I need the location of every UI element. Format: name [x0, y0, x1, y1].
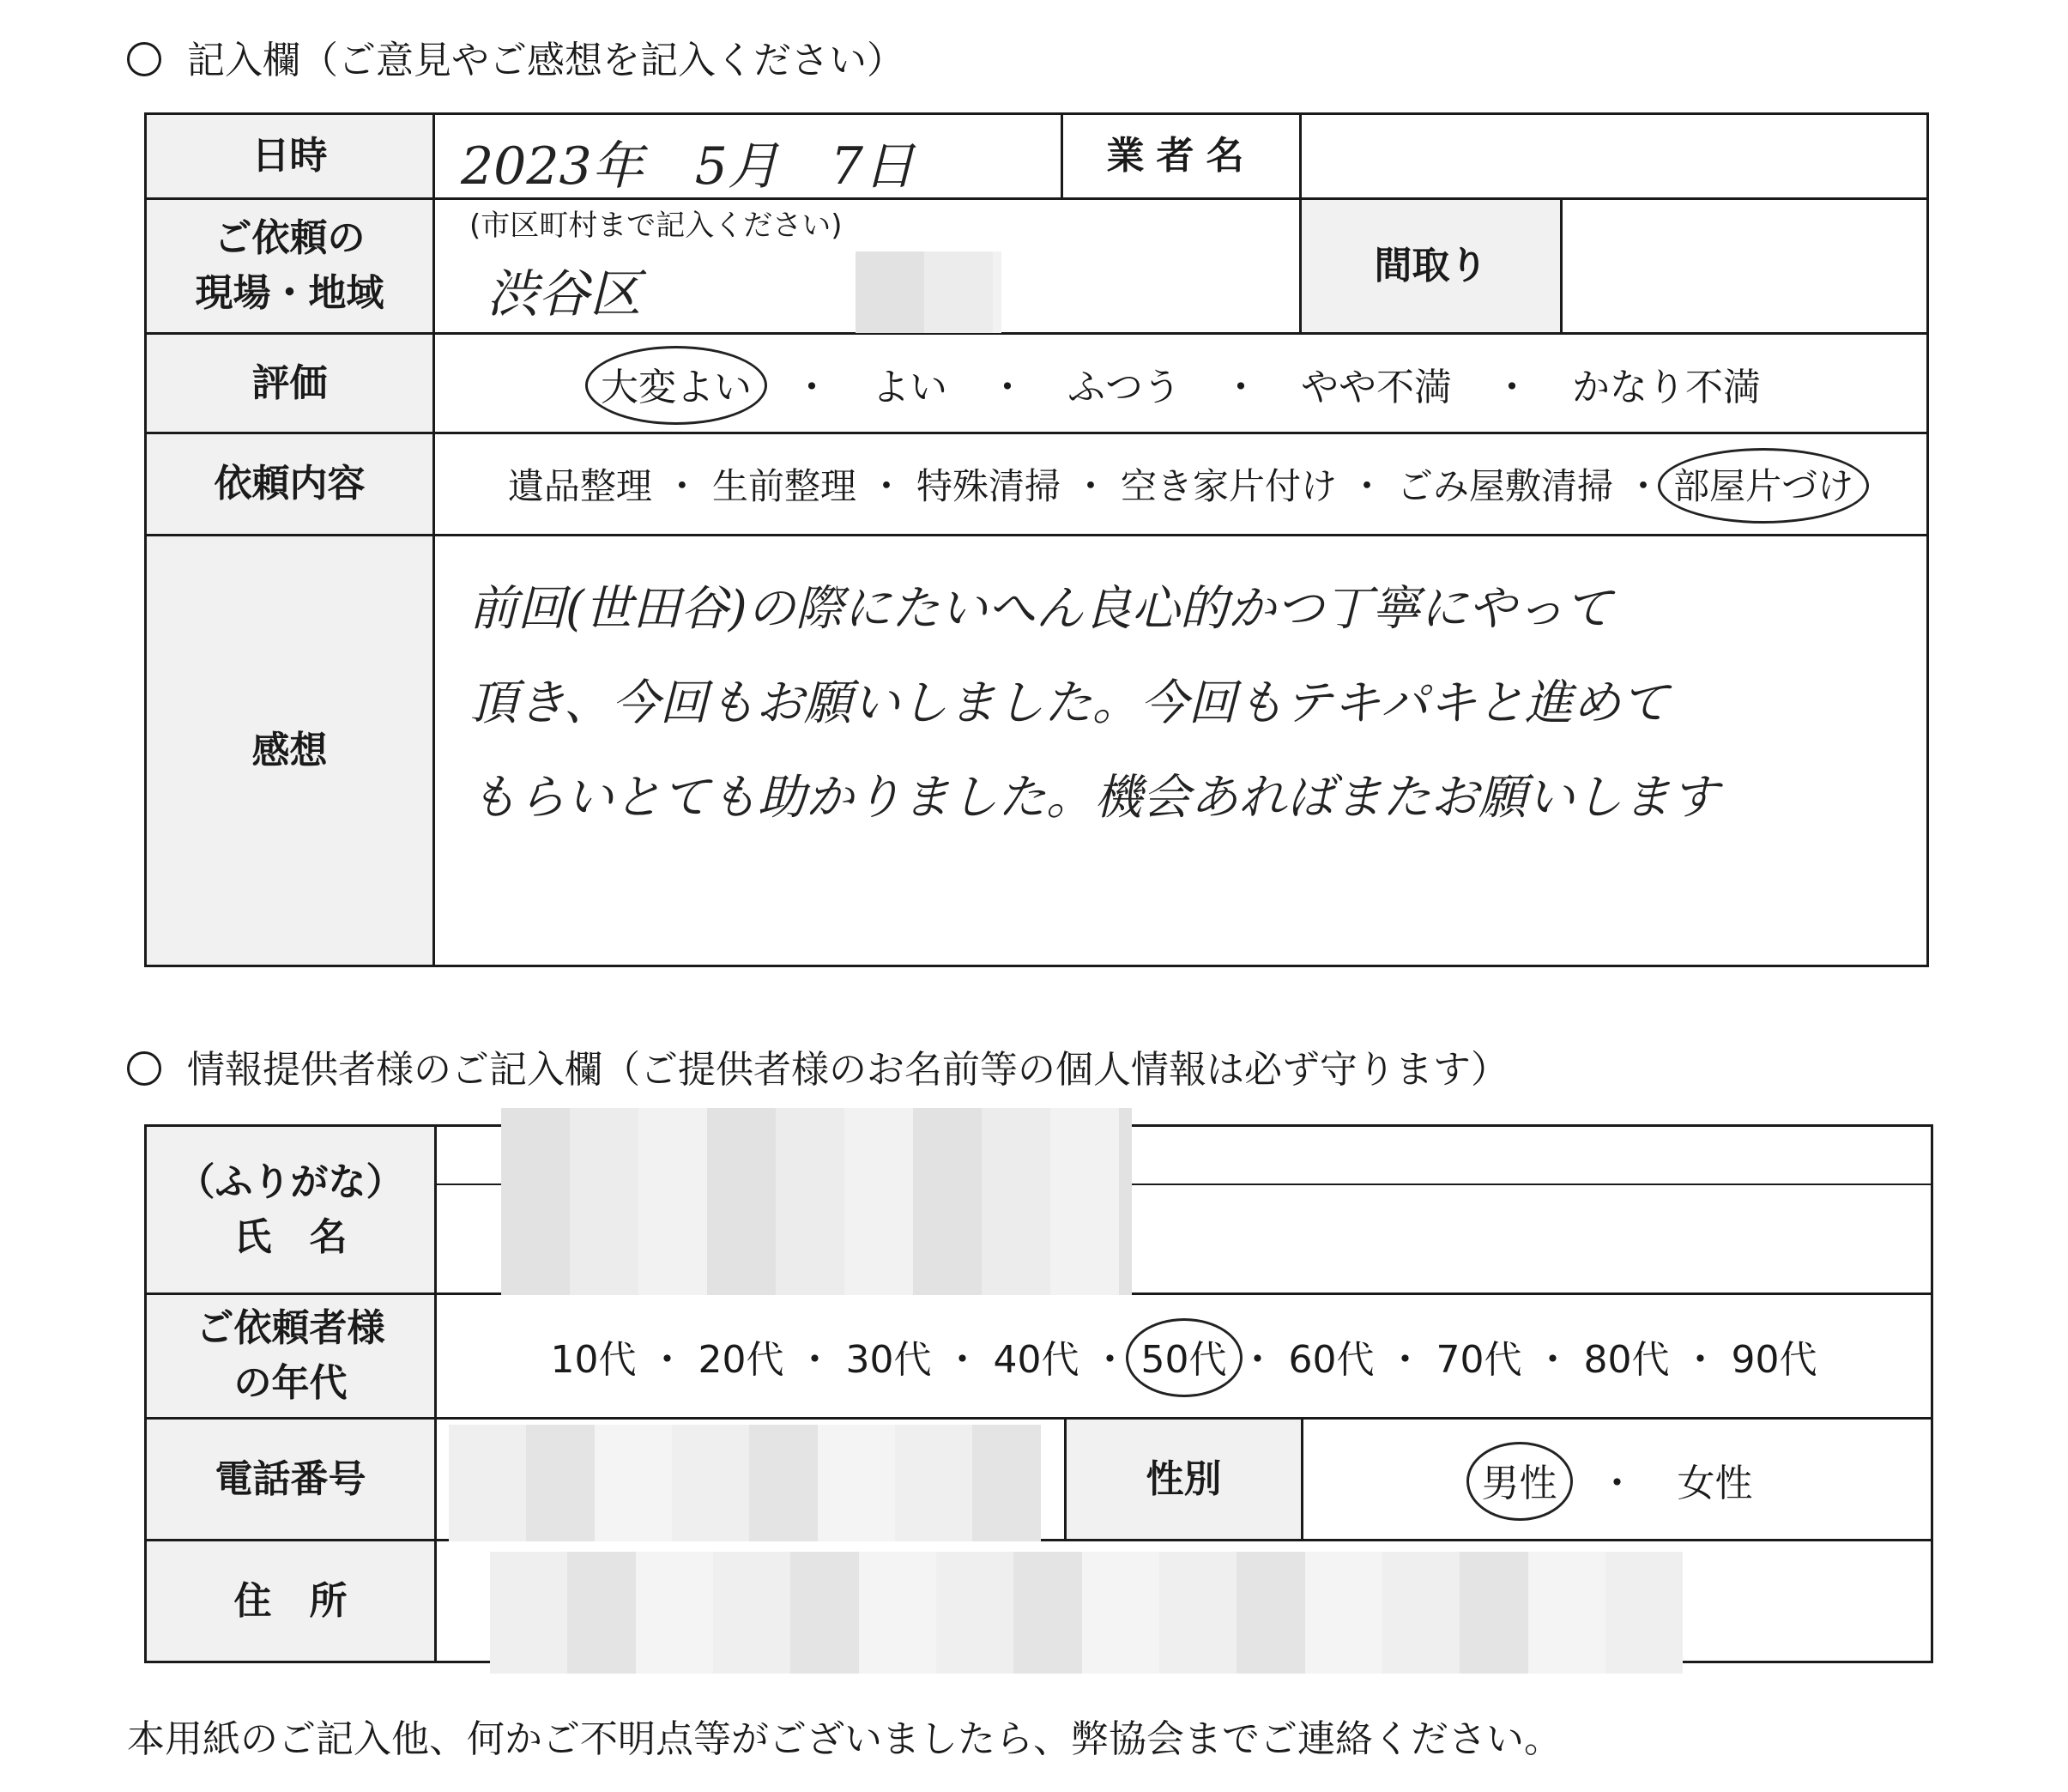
site-label-line2: 現場・地域 — [195, 271, 384, 315]
footer-note: 本用紙のご記入他、何かご不明点等がございましたら、弊協会までご連絡ください。 — [127, 1717, 1562, 1761]
comment-line: もらいとても助かりました。機会あればまたお願いします — [469, 770, 1719, 826]
comment-field[interactable] — [434, 536, 1928, 966]
age-option-20s[interactable]: 20代 — [698, 1338, 784, 1382]
age-option-60s[interactable]: 60代 — [1288, 1338, 1375, 1382]
furigana-label: （ふりがな） — [177, 1159, 404, 1204]
request-option-trash-house[interactable]: ごみ屋敷清掃 — [1397, 465, 1614, 507]
age-label-line1: ご依頼者様 — [196, 1306, 385, 1350]
rating-option-average[interactable]: ふつう — [1067, 365, 1181, 409]
circle-bullet-icon — [127, 42, 161, 76]
request-option-estate-cleanup[interactable]: 遺品整理 — [507, 465, 652, 507]
gender-option-female[interactable]: 女性 — [1677, 1461, 1753, 1505]
gender-option-male[interactable]: 男性 — [1482, 1452, 1557, 1507]
request-option-vacant-house[interactable]: 空き家片付け — [1121, 465, 1338, 507]
redacted-phone — [449, 1425, 1041, 1553]
section-title-text: 情報提供者様のご記入欄（ご提供者様のお名前等の個人情報は必ず守ります） — [187, 1048, 1509, 1092]
age-option-10s[interactable]: 10代 — [550, 1338, 637, 1382]
layout-field[interactable] — [1562, 199, 1928, 334]
vendor-field[interactable] — [1301, 114, 1928, 199]
request-option-room-tidying[interactable]: 部屋片づけ — [1673, 458, 1853, 510]
request-label: 依頼内容 — [146, 433, 434, 536]
site-label — [146, 199, 434, 334]
separator-dot: ・ — [1598, 1461, 1636, 1505]
separator-dot: ・ — [1238, 1338, 1277, 1382]
date-value: 2023年 5月 7日 — [461, 136, 916, 197]
separator-dot: ・ — [1625, 465, 1662, 507]
rating-option-excellent[interactable]: 大変よい — [601, 356, 752, 411]
gender-options — [1303, 1419, 1932, 1541]
site-field[interactable] — [434, 199, 1301, 334]
separator-dot: ・ — [1386, 1338, 1424, 1382]
age-label — [146, 1294, 436, 1419]
comment-label: 感想 — [146, 536, 434, 966]
separator-dot: ・ — [1091, 1338, 1129, 1382]
age-options — [436, 1294, 1932, 1419]
separator-dot: ・ — [648, 1338, 686, 1382]
redacted-address — [490, 1552, 1683, 1674]
separator-dot: ・ — [1349, 465, 1386, 507]
separator-dot: ・ — [793, 365, 831, 409]
phone-label: 電話番号 — [146, 1419, 436, 1541]
site-label-line1: ご依頼の — [214, 216, 366, 260]
age-option-80s[interactable]: 80代 — [1583, 1338, 1670, 1382]
separator-dot: ・ — [1533, 1338, 1572, 1382]
redacted-name — [501, 1108, 1132, 1297]
separator-dot: ・ — [1072, 465, 1109, 507]
request-options — [434, 433, 1928, 536]
site-value: 渋谷区 — [487, 264, 641, 324]
layout-label: 間取り — [1301, 199, 1562, 334]
age-option-70s[interactable]: 70代 — [1436, 1338, 1522, 1382]
separator-dot: ・ — [989, 365, 1026, 409]
date-field[interactable] — [434, 114, 1062, 199]
rating-option-very-unsatisfied[interactable]: かなり不満 — [1572, 365, 1761, 409]
comment-line: 頂き、今回もお願いしました。今回もテキパキと進めて — [469, 675, 1669, 731]
site-hint: (市区町村まで記入ください) — [469, 209, 843, 243]
separator-dot: ・ — [943, 1338, 982, 1382]
address-field[interactable] — [436, 1541, 1932, 1662]
age-option-90s[interactable]: 90代 — [1731, 1338, 1817, 1382]
vendor-label: 業者名 — [1062, 114, 1301, 199]
separator-dot: ・ — [1681, 1338, 1720, 1382]
circle-bullet-icon — [127, 1051, 161, 1086]
separator-dot: ・ — [1222, 365, 1260, 409]
rating-label: 評価 — [146, 334, 434, 433]
age-option-30s[interactable]: 30代 — [845, 1338, 932, 1382]
age-label-line2: の年代 — [233, 1361, 348, 1405]
comment-line: 前回(世田谷)の際にたいへん良心的かつ丁寧にやって — [469, 581, 1612, 637]
provider-form-table — [144, 1124, 1933, 1663]
comment-form-table — [144, 112, 1929, 967]
separator-dot: ・ — [1493, 365, 1531, 409]
section-title-provider — [127, 1038, 1509, 1093]
section-title-text: 記入欄（ご意見やご感想を記入ください） — [187, 39, 904, 82]
separator-dot: ・ — [795, 1338, 834, 1382]
name-label — [146, 1126, 436, 1294]
request-option-special-cleaning[interactable]: 特殊清掃 — [916, 465, 1061, 507]
name-field[interactable] — [436, 1126, 1932, 1294]
date-label: 日時 — [146, 114, 434, 199]
separator-dot: ・ — [868, 465, 904, 507]
gender-label: 性別 — [1066, 1419, 1303, 1541]
rating-option-somewhat-unsatisfied[interactable]: やや不満 — [1301, 365, 1452, 409]
age-option-50s[interactable]: 50代 — [1141, 1329, 1227, 1383]
rating-option-good[interactable]: よい — [872, 365, 947, 409]
separator-dot: ・ — [663, 465, 700, 507]
redacted-site-detail — [856, 251, 1001, 333]
request-option-pre-death-cleanup[interactable]: 生前整理 — [711, 465, 856, 507]
rating-options — [434, 334, 1928, 433]
address-label: 住 所 — [146, 1541, 436, 1662]
age-option-40s[interactable]: 40代 — [993, 1338, 1079, 1382]
section-title-comments — [127, 29, 904, 84]
phone-field[interactable] — [436, 1419, 1066, 1541]
name-label-text: 氏 名 — [233, 1214, 348, 1259]
